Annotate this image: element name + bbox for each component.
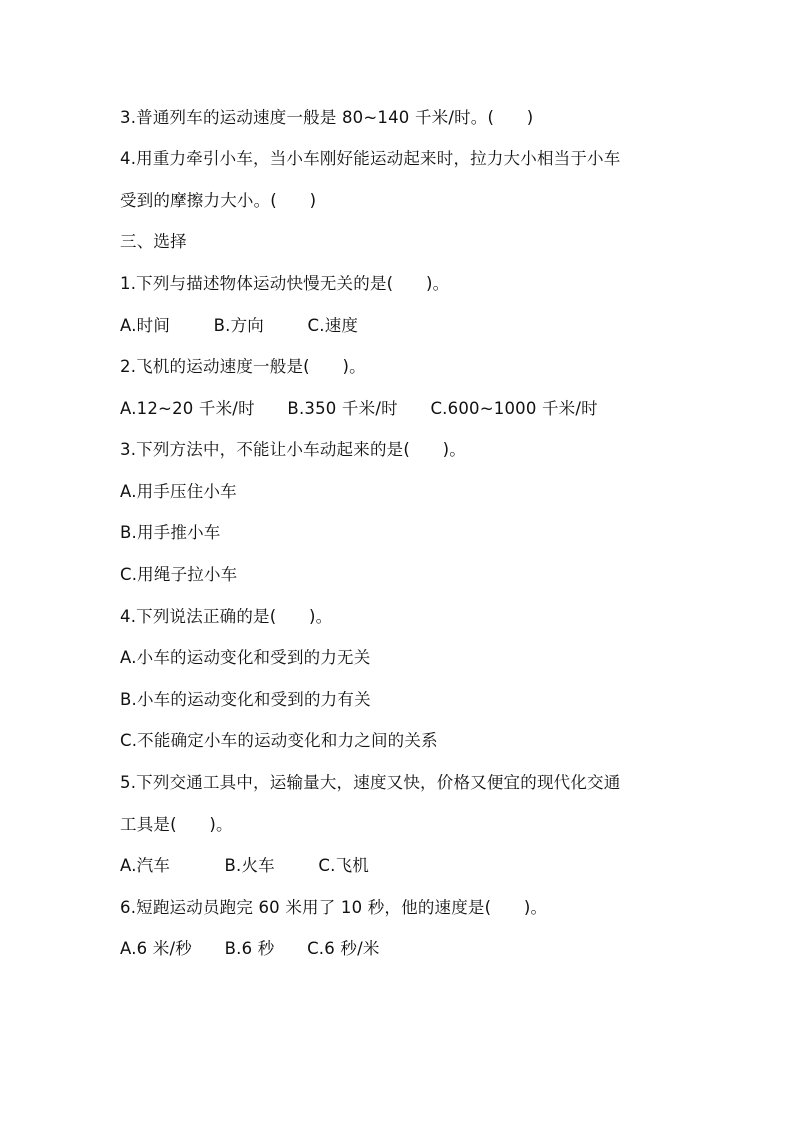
true-false-item-4-line-2: 受到的摩擦力大小。( ): [120, 191, 317, 210]
question-4: 4.下列说法正确的是( )。: [120, 607, 333, 626]
question-3-option-a: A.用手压住小车: [120, 482, 237, 501]
question-6-options: A.6 米/秒 B.6 秒 C.6 秒/米: [120, 939, 380, 958]
question-4-option-b: B.小车的运动变化和受到的力有关: [120, 690, 371, 709]
question-5-line-1: 5.下列交通工具中，运输量大，速度又快，价格又便宜的现代化交通: [120, 773, 621, 792]
question-1-options: A.时间 B.方向 C.速度: [120, 316, 359, 335]
question-3: 3.下列方法中，不能让小车动起来的是( )。: [120, 440, 466, 459]
section-heading-choice: 三、选择: [120, 232, 187, 251]
question-3-option-c: C.用绳子拉小车: [120, 565, 238, 584]
true-false-item-3: 3.普通列车的运动速度一般是 80~140 千米/时。( ): [120, 108, 534, 127]
question-4-option-a: A.小车的运动变化和受到的力无关: [120, 648, 371, 667]
question-2: 2.飞机的运动速度一般是( )。: [120, 357, 366, 376]
question-2-options: A.12~20 千米/时 B.350 千米/时 C.600~1000 千米/时: [120, 399, 598, 418]
true-false-item-4-line-1: 4.用重力牵引小车，当小车刚好能运动起来时，拉力大小相当于小车: [120, 149, 621, 168]
question-4-option-c: C.不能确定小车的运动变化和力之间的关系: [120, 731, 438, 750]
question-1: 1.下列与描述物体运动快慢无关的是( )。: [120, 274, 450, 293]
question-3-option-b: B.用手推小车: [120, 523, 221, 542]
question-5-line-2: 工具是( )。: [120, 815, 233, 834]
question-6: 6.短跑运动员跑完 60 米用了 10 秒，他的速度是( )。: [120, 898, 548, 917]
question-5-options: A.汽车 B.火车 C.飞机: [120, 856, 369, 875]
